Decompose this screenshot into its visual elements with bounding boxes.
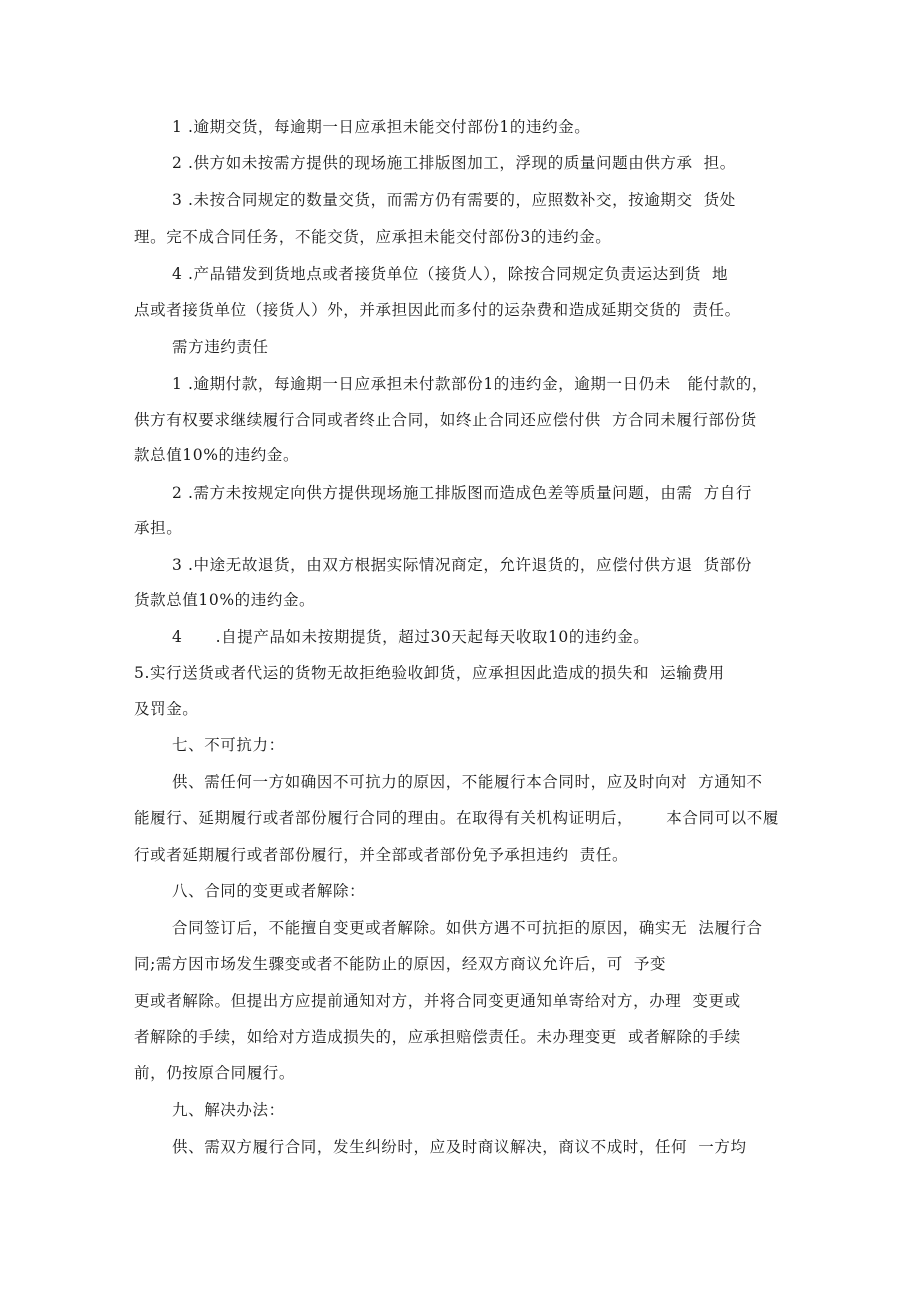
paragraph-line: 理。完不成合同任务，不能交货，应承担未能交付部份3的违约金。 [134, 228, 612, 246]
paragraph-line: 承担。 [134, 519, 183, 537]
paragraph-line: 4 .自提产品如未按期提货，超过30天起每天收取10的违约金。 [172, 628, 650, 646]
paragraph-line: 1 .逾期交货，每逾期一日应承担未能交付部份1的违约金。 [172, 118, 591, 136]
paragraph-line: 及罚金。 [134, 700, 199, 718]
paragraph-line: 更或者解除。但提出方应提前通知对方，并将合同变更通知单寄给对方，办理 变更或 [134, 992, 741, 1010]
paragraph-line: 5.实行送货或者代运的货物无故拒绝验收卸货，应承担因此造成的损失和 运输费用 [134, 664, 725, 682]
section-heading: 需方违约责任 [172, 338, 269, 356]
paragraph-line: 货款总值10%的违约金。 [134, 591, 316, 609]
paragraph-line: 点或者接货单位（接货人）外，并承担因此而多付的运杂费和造成延期交货的 责任。 [134, 301, 741, 319]
paragraph-line: 3 .中途无故退货，由双方根据实际情况商定，允许退货的，应偿付供方退 货部份 [172, 556, 752, 574]
paragraph-line: 供方有权要求继续履行合同或者终止合同，如终止合同还应偿付供 方合同未履行部份货 [134, 411, 757, 429]
paragraph-line: 者解除的手续，如给对方造成损失的，应承担赔偿责任。未办理变更 或者解除的手续 [134, 1028, 741, 1046]
paragraph-line: 能履行、延期履行或者部份履行合同的理由。在取得有关机构证明后， 本合同可以不履 [134, 809, 779, 827]
paragraph-line: 4 .产品错发到货地点或者接货单位（接货人），除按合同规定负责运达到货 地 [172, 265, 729, 283]
paragraph-line: 款总值10%的违约金。 [134, 446, 300, 464]
section-heading: 八、合同的变更或者解除： [172, 882, 366, 900]
paragraph-line: 供、需任何一方如确因不可抗力的原因，不能履行本合同时，应及时向对 方通知不 [172, 773, 763, 791]
paragraph-line: 1 .逾期付款，每逾期一日应承担未付款部份1的违约金，逾期一日仍未 能付款的， [172, 375, 768, 393]
paragraph-line: 同;需方因市场发生骤变或者不能防止的原因，经双方商议允许后，可 予变 [134, 955, 667, 973]
section-heading: 九、解决办法： [172, 1101, 285, 1119]
paragraph-line: 前，仍按原合同履行。 [134, 1064, 296, 1082]
paragraph-line: 供、需双方履行合同，发生纠纷时，应及时商议解决，商议不成时，任何 一方均 [172, 1138, 747, 1156]
section-heading: 七、不可抗力： [172, 736, 285, 754]
paragraph-line: 2 .需方未按规定向供方提供现场施工排版图而造成色差等质量问题，由需 方自行 [172, 484, 752, 502]
paragraph-line: 合同签订后，不能擅自变更或者解除。如供方遇不可抗拒的原因，确实无 法履行合 [172, 919, 763, 937]
paragraph-line: 3 .未按合同规定的数量交货，而需方仍有需要的，应照数补交，按逾期交 货处 [172, 191, 736, 209]
paragraph-line: 2 .供方如未按需方提供的现场施工排版图加工，浮现的质量问题由供方承 担。 [172, 154, 736, 172]
paragraph-line: 行或者延期履行或者部份履行，并全部或者部份免予承担违约 责任。 [134, 846, 629, 864]
